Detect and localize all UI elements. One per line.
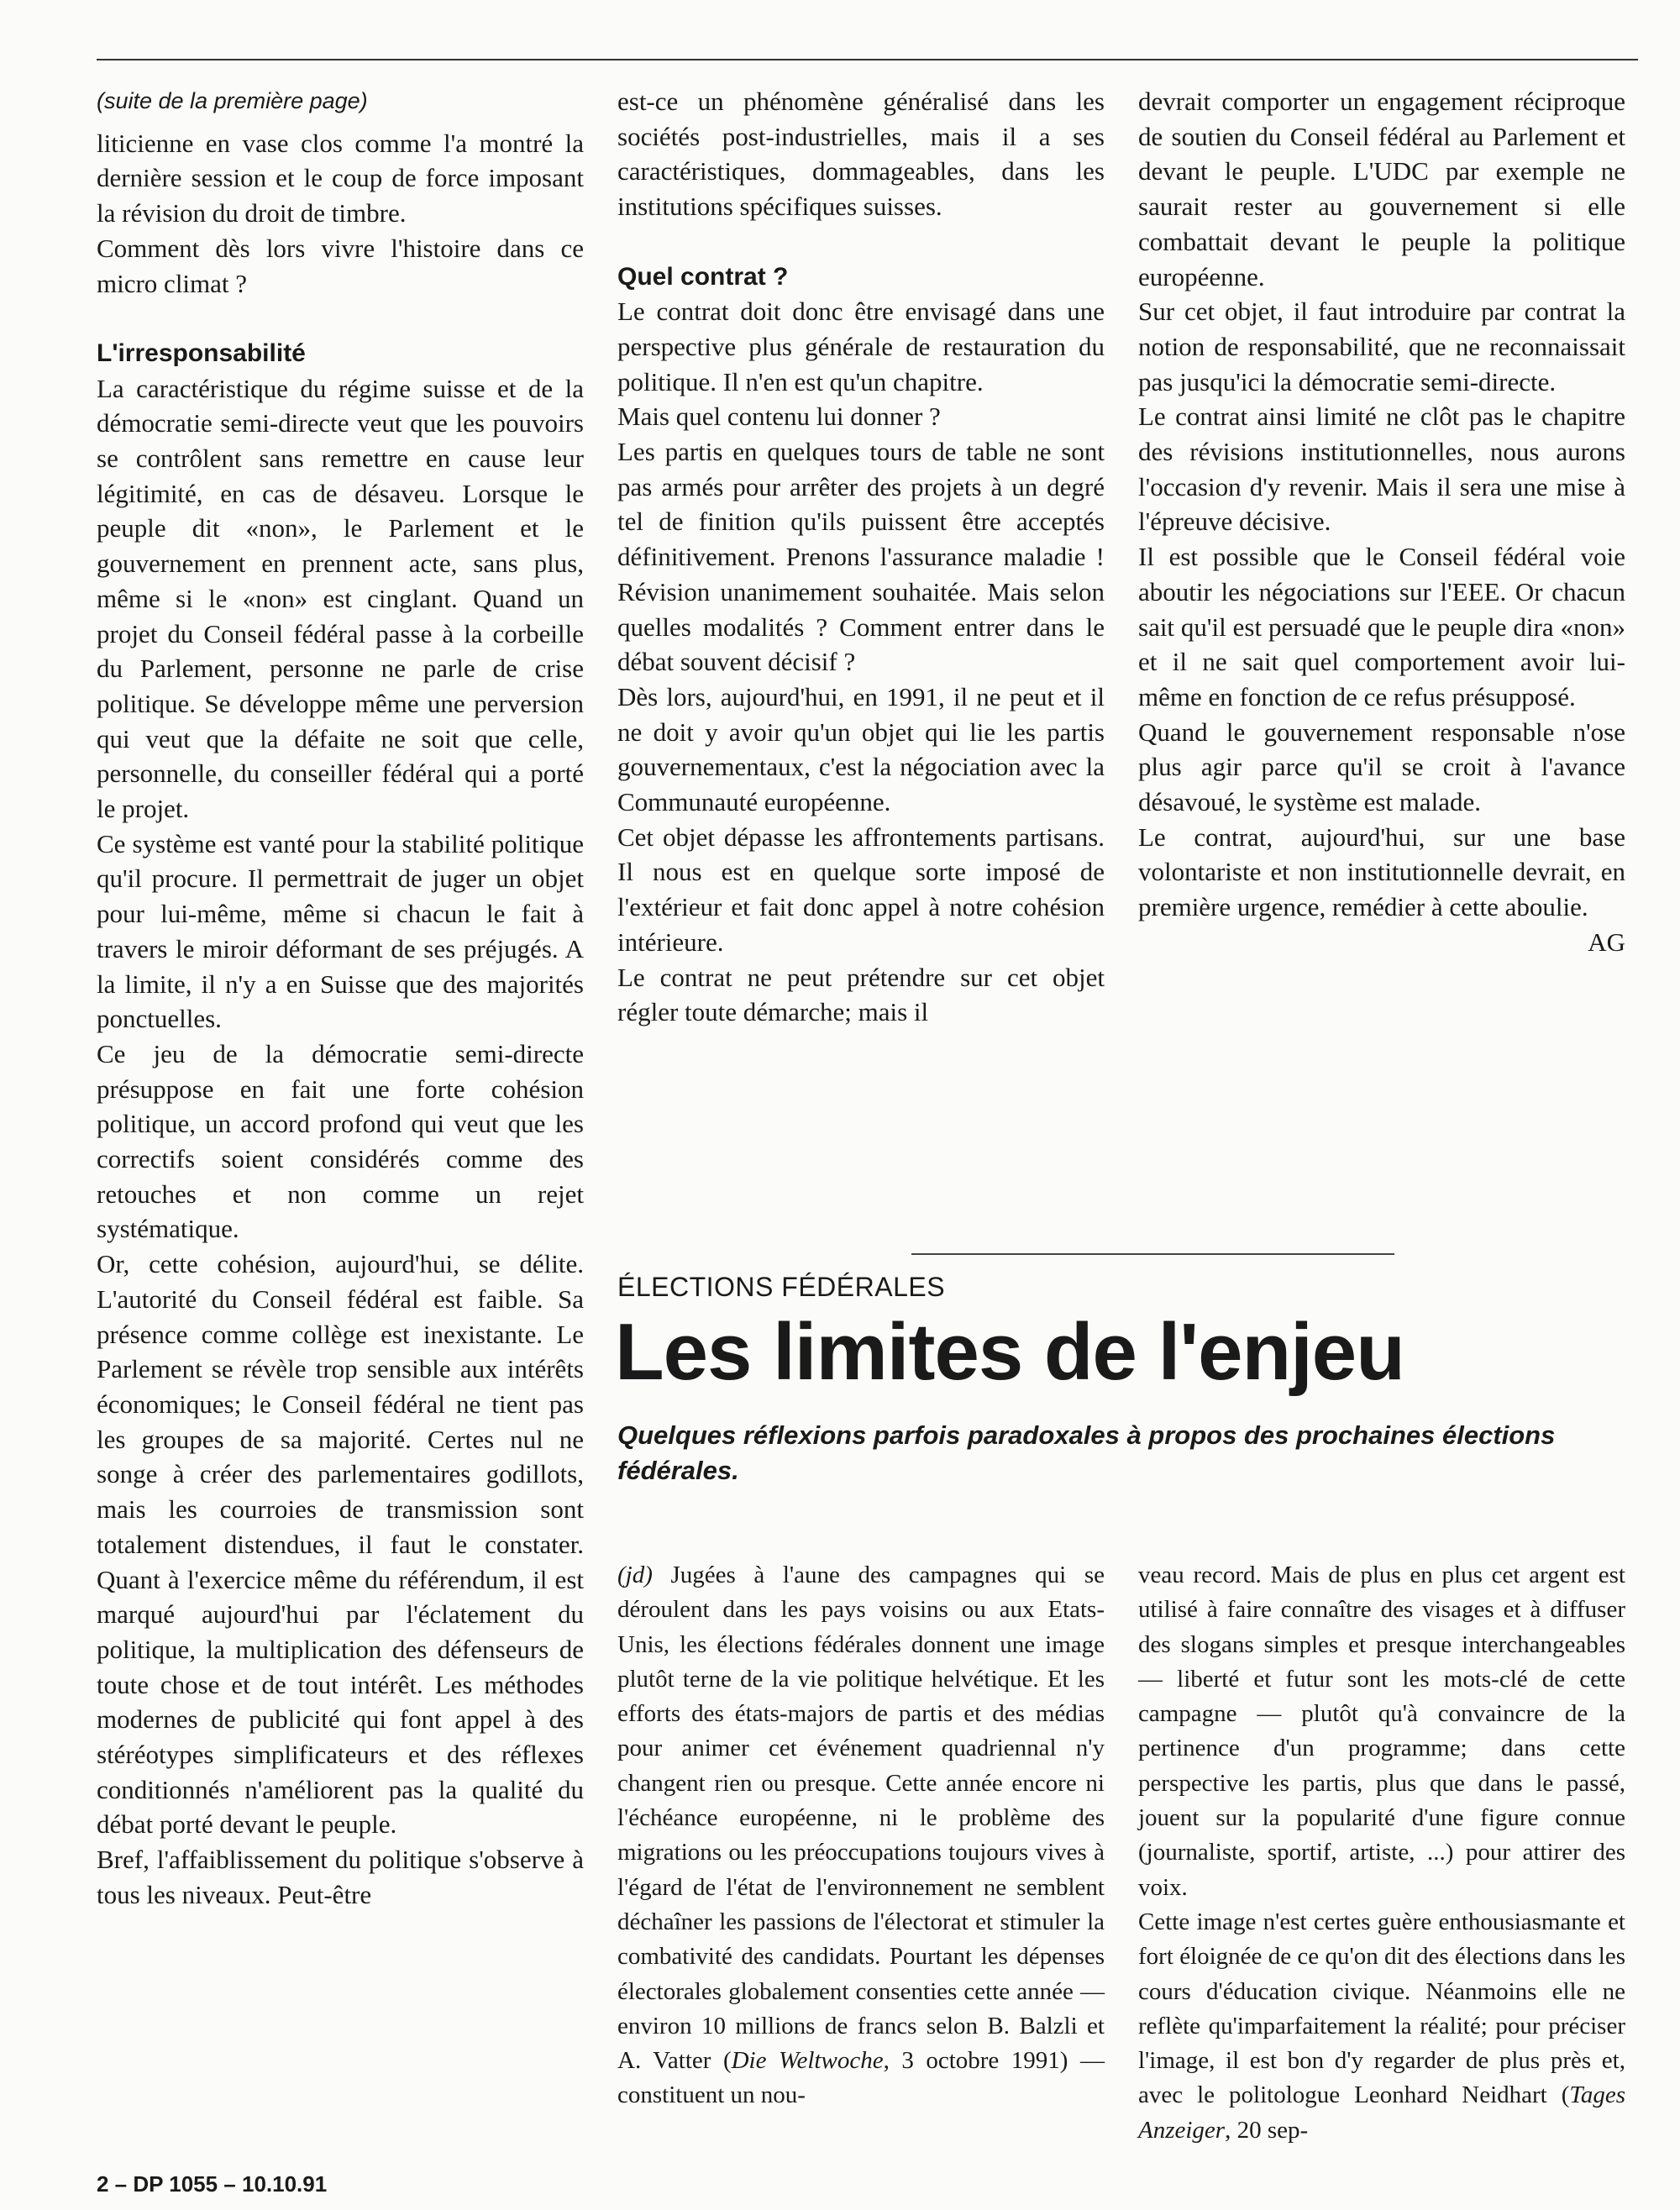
text-run: Jugées à l'aune des campagnes qui se déroulent dans les pays voisins ou aux Etats-Unis, les élections fédérales donnent une image plutôt terne de la vie politique helvétique. Et les efforts des états-majors de partis et des médias pour animer cet événement quadriennal n'y changent rien ou presque. Cette année encore ni l'échéance européenne, ni le problème des migrations ou les préoccupations toujours vives à l'égard de l'état de l'environnement ne semblent déchaîner les passions de l'électorat et stimuler la combativité des candidats. Pourtant les dépenses électorales globalement consenties cette année — environ 10 millions de francs selon B. Balzli et A. Vatter ( (617, 1562, 1105, 2075)
column-2 (617, 84, 1105, 1030)
paragraph: Les partis en quelques tours de table ne sont pas armés pour arrêter des projets à un degré tel de finition qu'ils puissent être acceptés définitivement. Prenons l'assurance maladie ! Révision unanimement souhaitée. Mais selon quelles modalités ? Comment entrer dans le débat souvent décisif ? (617, 437, 1105, 677)
paragraph: La caractéristique du régime suisse et de la démocratie semi-directe veut que les pouvoirs se contrôlent sans remettre en cause leur légitimité, en cas de désaveu. Lorsque le peuple dit «non», le Parlement et le gouvernement en prennent acte, sans plus, même si le «non» est cinglant. Quand un projet du Conseil fédéral passe à la corbeille du Parlement, personne ne parle de crise politique. Se développe même une perversion qui veut que la défaite ne soit que celle, personnelle, du conseiller fédéral qui a porté le projet. (97, 373, 584, 824)
text-run: , 20 sep- (1225, 2116, 1309, 2144)
paragraph: devrait comporter un engagement réciproque de soutien du Conseil fédéral au Parlement et devant le peuple. L'UDC par exemple ne saurait rester au gouvernement si elle combattait devant le peuple la politique européenne. (1138, 87, 1625, 291)
paragraph: Comment dès lors vivre l'histoire dans ce micro climat ? (97, 233, 584, 298)
top-rule (97, 59, 1638, 60)
article-title: Les limites de l'enjeu (615, 1307, 1404, 1397)
author-signature: AG (1588, 927, 1625, 957)
paragraph: Or, cette cohésion, aujourd'hui, se délite. L'autorité du Conseil fédéral est faible. Sa présence comme collège est inexistante. Le Parlement se révèle trop sensible aux intérêts économiques; le Conseil fédéral ne tient pas les groupes de sa majorité. Certes nul ne songe à créer des parlementaires godillots, mais les courroies de transmission sont totalement distendues, il faut le constater. Quant à l'exercice même du référendum, il est marqué aujourd'hui par l'éclatement du politique, la multiplication des défenseurs de toute chose et de tout intérêt. Les méthodes modernes de publicité qui font appel à des stéréotypes simplificateurs et des réflexes conditionnés n'améliorent pas la qualité du débat porté devant le peuple. (97, 1249, 584, 1840)
article-kicker: ÉLECTIONS FÉDÉRALES (617, 1272, 946, 1302)
source-title: Die Weltwoche (731, 2047, 884, 2075)
article-column-2 (1138, 1558, 1625, 2148)
paragraph: veau record. Mais de plus en plus cet argent est utilisé à faire connaître des visages et à diffuser des slogans simples et presque interchangeables — liberté et futur sont les mots-clé de cette campagne — plutôt qu'à convaincre de la pertinence d'un programme; dans cette perspective les partis, plus que dans le passé, jouent sur la popularité d'une figure connue (journaliste, sportif, artiste, ...) pour attirer des voix. (1138, 1562, 1625, 1901)
article-lead: Quelques réflexions parfois paradoxales à propos des prochaines élections fédérales. (617, 1420, 1556, 1485)
paragraph: Sur cet objet, il faut introduire par contrat la notion de responsabilité, que ne reconnaissait pas jusqu'ici la démocratie semi-directe. (1138, 297, 1625, 396)
article-divider (911, 1253, 1394, 1255)
paragraph: Dès lors, aujourd'hui, en 1991, il ne peut et il ne doit y avoir qu'un objet qui lie les partis gouvernementaux, c'est la négociation avec la Communauté européenne. (617, 681, 1105, 817)
text-run: Cette image n'est certes guère enthousiasmante et fort éloignée de ce qu'on dit des élections dans les cours d'éducation civique. Néanmoins elle ne reflète qu'imparfaitement la réalité; pour préciser l'image, il est bon d'y regarder de plus près et, avec le politologue Leonhard Neidhart ( (1138, 1908, 1625, 2109)
subheading: L'irresponsabilité (97, 339, 306, 367)
paragraph: Le contrat ne peut prétendre sur cet objet régler toute démarche; mais il (617, 962, 1105, 1027)
paragraph: Le contrat doit donc être envisagé dans une perspective plus générale de restauration du politique. Il n'en est qu'un chapitre. (617, 297, 1105, 396)
paragraph: Le contrat, aujourd'hui, sur une base volontariste et non institutionnelle devrait, en première urgence, remédier à cette aboulie. (1138, 822, 1625, 922)
subheading: Quel contrat ? (617, 262, 789, 291)
article-column-1 (617, 1558, 1105, 2113)
paragraph: Ce système est vanté pour la stabilité politique qu'il procure. Il permettrait de juger un objet pour lui-même, même si chacun le fait à travers le miroir déformant de ses préjugés. A la limite, il n'y a en Suisse que des majorités ponctuelles. (97, 828, 584, 1034)
paragraph: Cet objet dépasse les affrontements partisans. Il nous est en quelque sorte imposé de l'extérieur et fait donc appel à notre cohésion intérieure. (617, 822, 1105, 957)
page-footer: 2 – DP 1055 – 10.10.91 (97, 2171, 328, 2197)
paragraph: Ce jeu de la démocratie semi-directe présuppose en fait une forte cohésion politique, un accord profond qui veut que les correctifs soient considérés comme des retouches et non comme un rejet systématique. (97, 1038, 584, 1244)
paragraph: Quand le gouvernement responsable n'ose plus agir parce qu'il se croit à l'avance désavoué, le système est malade. (1138, 717, 1625, 817)
continued-note: (suite de la première page) (97, 88, 368, 113)
paragraph (1138, 1905, 1625, 2148)
paragraph: est-ce un phénomène généralisé dans les sociétés post-industrielles, mais il a ses caractéristiques, dommageables, dans les institutions spécifiques suisses. (617, 87, 1105, 222)
text-run: , 3 octobre 1991) — constituent un nou- (617, 2047, 1105, 2109)
source-title: Tages Anzeiger (1138, 2081, 1625, 2144)
column-1 (97, 84, 584, 1913)
paragraph: Mais quel contenu lui donner ? (617, 402, 941, 432)
paragraph: Il est possible que le Conseil fédéral voie aboutir les négociations sur l'EEE. Or chacun sait qu'il est persuadé que le peuple dira «non» et il ne sait quel comportement avoir lui-même en fonction de ce refus présupposé. (1138, 542, 1625, 711)
author-initials: (jd) (617, 1562, 653, 1588)
paragraph: Bref, l'affaiblissement du politique s'observe à tous les niveaux. Peut-être (97, 1845, 584, 1909)
paragraph: Le contrat ainsi limité ne clôt pas le chapitre des révisions institutionnelles, nous aurons l'occasion d'y revenir. Mais il sera une mise à l'épreuve décisive. (1138, 402, 1625, 537)
paragraph: liticienne en vase clos comme l'a montré la dernière session et le coup de force imposant la révision du droit de timbre. (97, 128, 584, 228)
column-3 (1138, 84, 1625, 960)
paragraph (617, 1558, 1105, 2113)
